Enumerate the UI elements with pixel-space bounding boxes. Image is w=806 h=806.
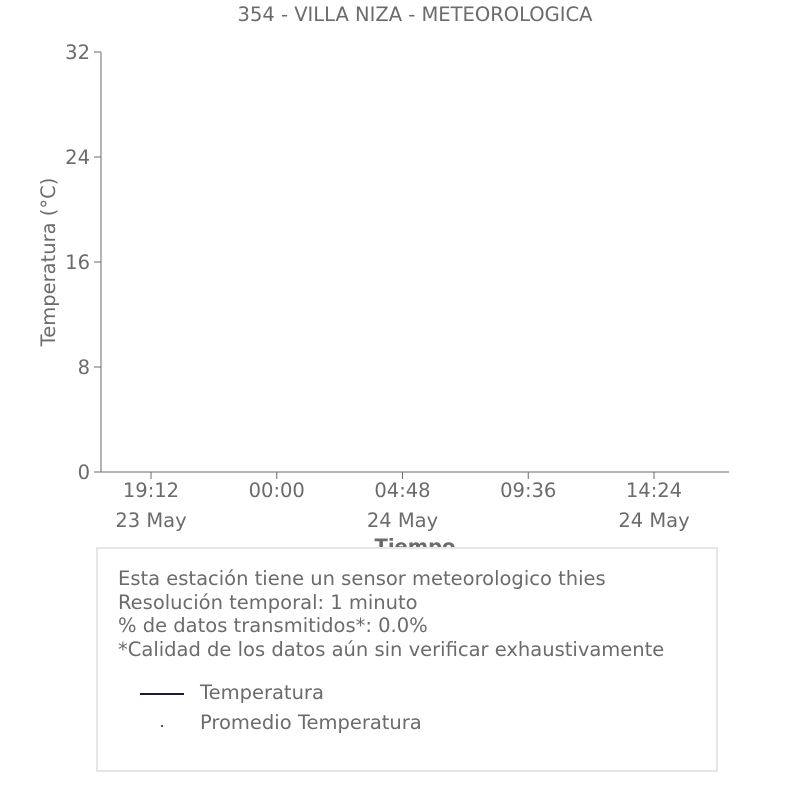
y-tick-label: 32 — [65, 41, 90, 64]
x-ticks — [115, 472, 689, 532]
x-tick-label: 04:48 — [374, 479, 431, 502]
legend-label: Promedio Temperatura — [200, 711, 422, 734]
y-axis-label: Temperatura (°C) — [37, 177, 60, 347]
x-tick-label: 14:24 — [625, 479, 683, 502]
y-tick-label: 0 — [77, 461, 90, 484]
y-tick-label: 8 — [77, 356, 90, 379]
x-tick-date-label: 24 May — [366, 509, 439, 532]
info-line-quality: *Calidad de los datos aún sin verificar exhaustivamente — [118, 637, 665, 661]
x-tick-label: 00:00 — [248, 479, 305, 502]
y-tick-label: 16 — [65, 251, 90, 274]
info-line-sensor: Esta estación tiene un sensor meteorologico thies — [118, 567, 606, 590]
x-tick-label: 09:36 — [500, 479, 557, 502]
station-info-text — [118, 567, 664, 661]
legend-line-swatch — [140, 693, 184, 695]
x-tick-date-label: 23 May — [115, 509, 187, 532]
chart-title: 354 - VILLA NIZA - METEOROLOGICA — [237, 3, 593, 26]
y-tick-label: 24 — [65, 146, 90, 169]
x-tick-date-label: 24 May — [618, 509, 690, 532]
station-info-box — [96, 547, 718, 772]
info-line-transmitted: % de datos transmitidos*: 0.0% — [118, 614, 428, 637]
y-ticks — [65, 41, 101, 484]
x-tick-label: 19:12 — [122, 479, 180, 502]
legend-label: Temperatura — [200, 681, 324, 704]
legend-dot-swatch — [161, 725, 163, 727]
info-line-resolution: Resolución temporal: 1 minuto — [118, 590, 418, 614]
